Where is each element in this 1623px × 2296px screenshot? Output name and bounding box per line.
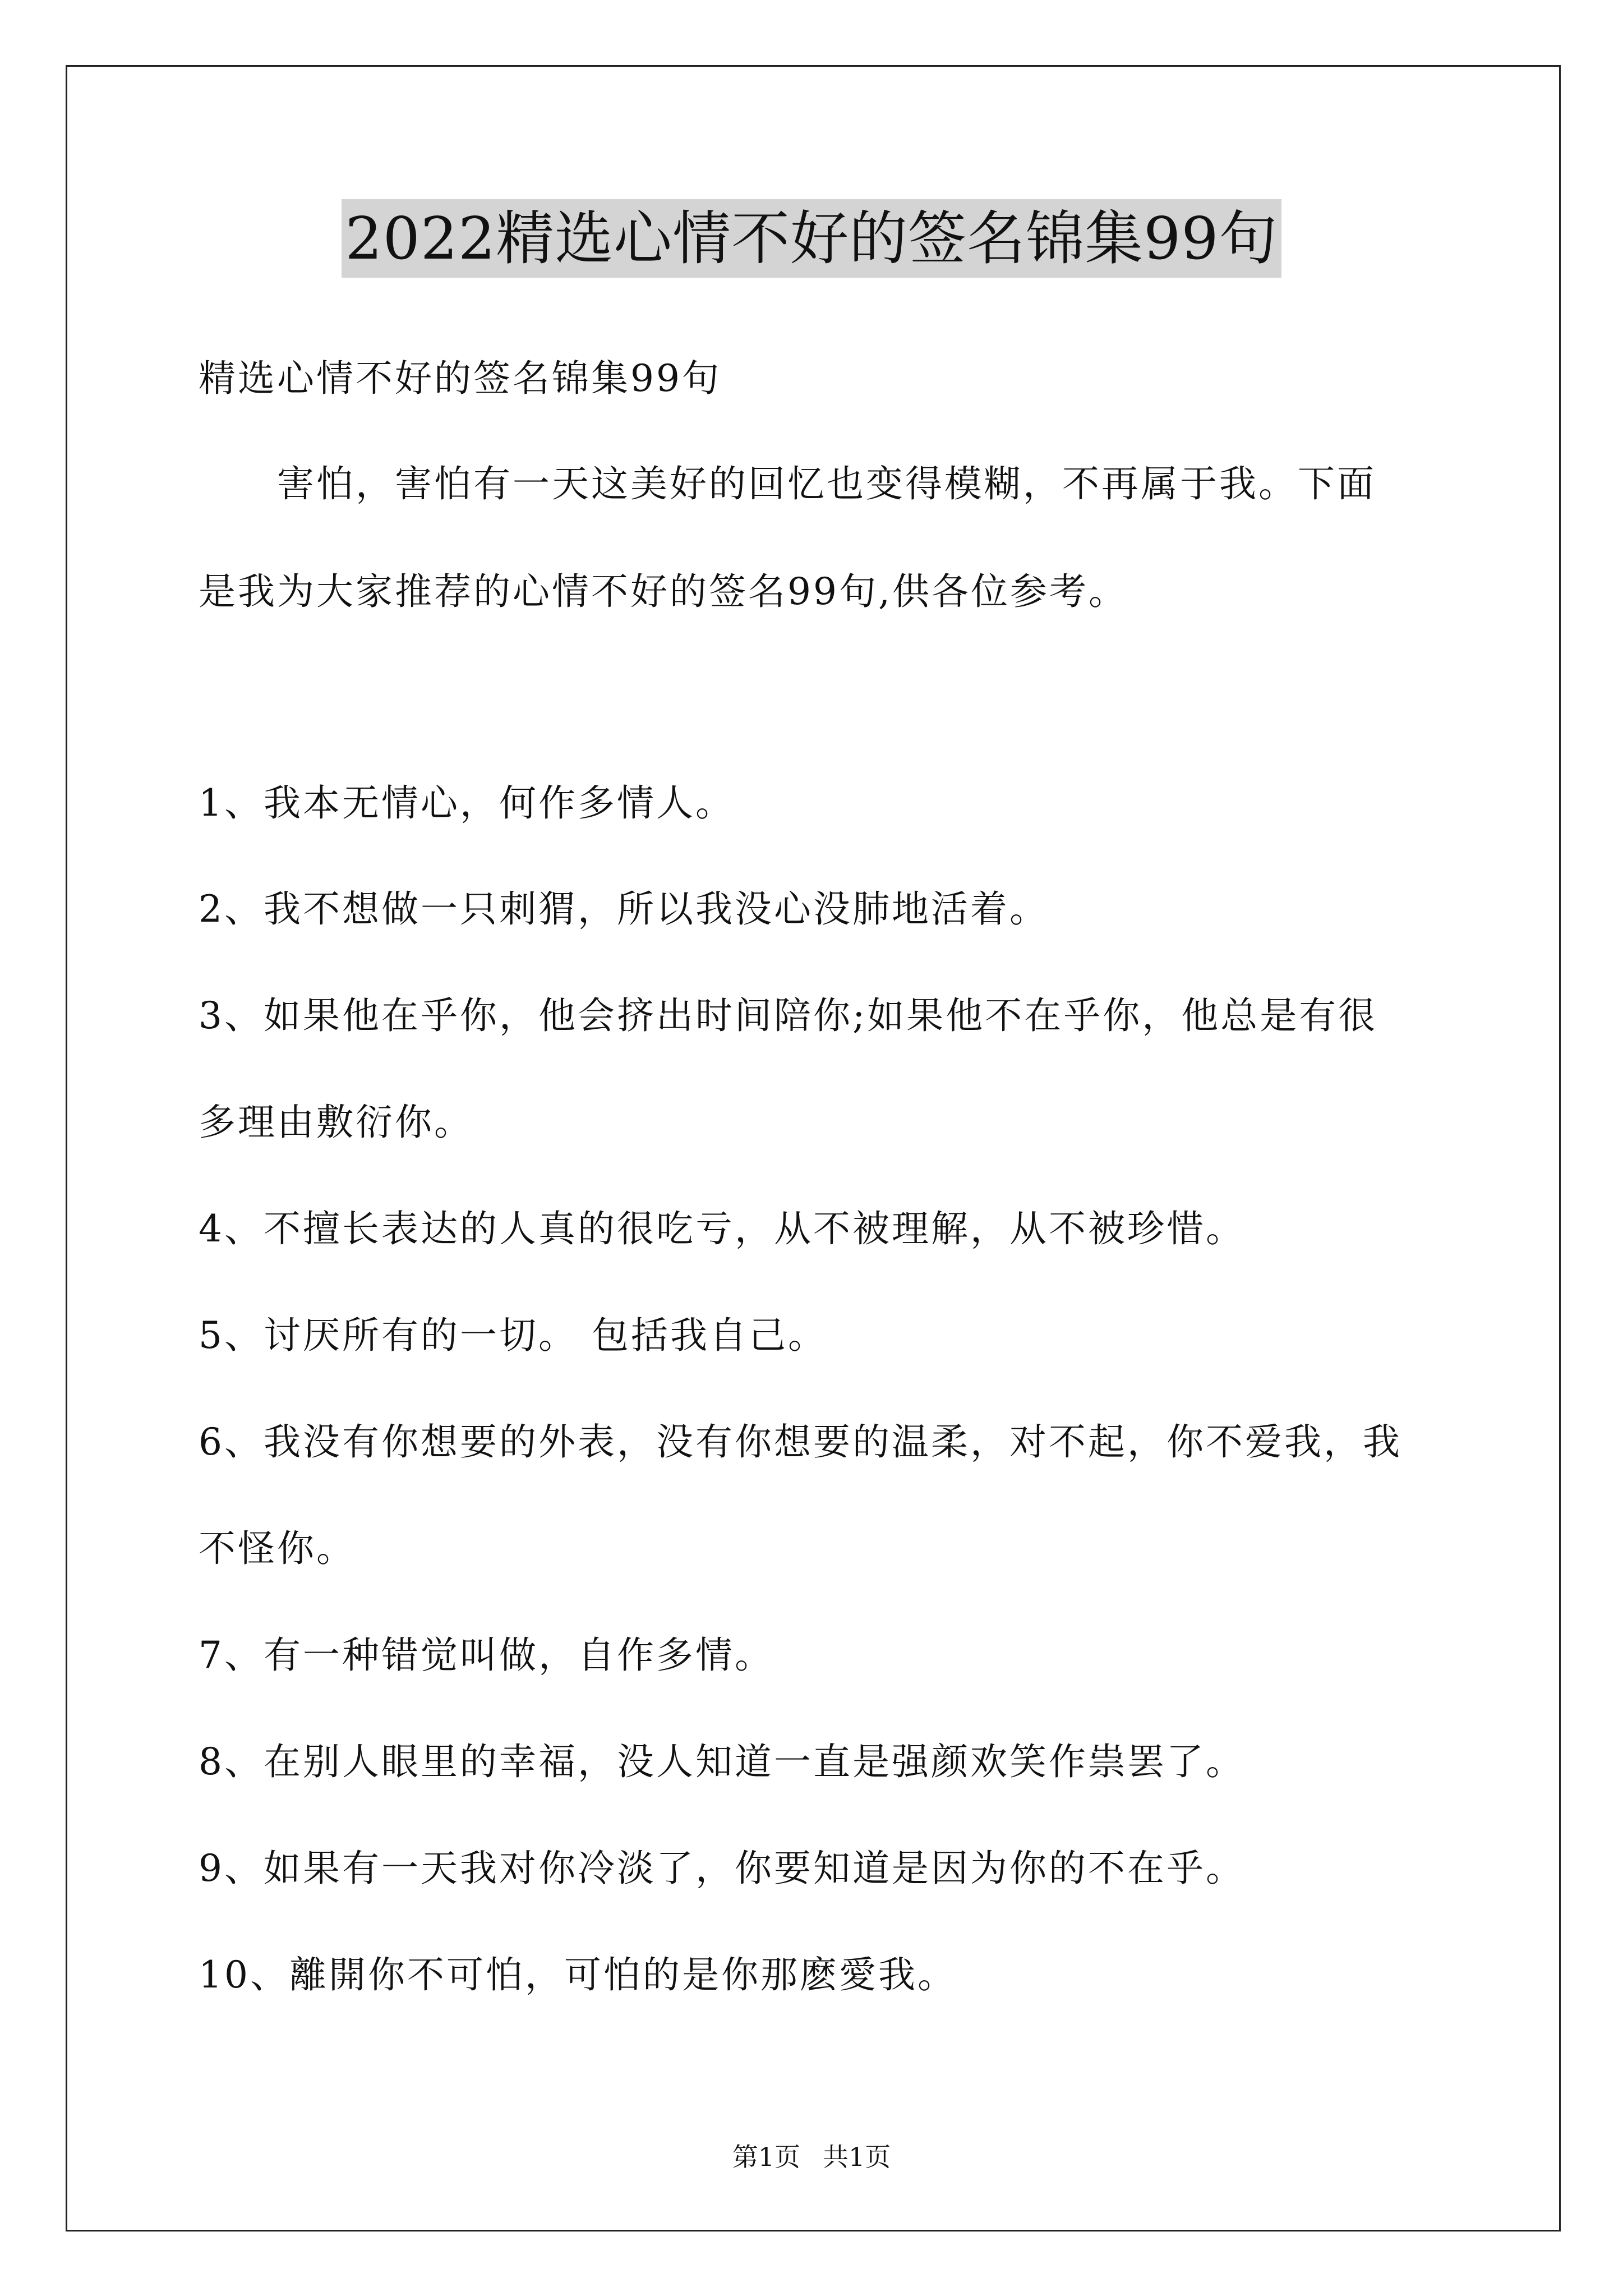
list-item: 1、我本无情心，何作多情人。: [199, 781, 735, 825]
list-item: 8、在别人眼里的幸福，没人知道一直是强颜欢笑作祟罢了。: [199, 1740, 1245, 1783]
list-item: 7、有一种错觉叫做，自作多情。: [199, 1634, 774, 1677]
list-item-continuation: 不怪你。: [199, 1527, 356, 1570]
list-item: 9、如果有一天我对你冷淡了，你要知道是因为你的不在乎。: [199, 1847, 1245, 1890]
document-subtitle: 精选心情不好的签名锦集99句: [199, 357, 721, 400]
list-item: 4、不擅长表达的人真的很吃亏，从不被理解，从不被珍惜。: [199, 1207, 1245, 1250]
list-item: 6、我没有你想要的外表，没有你想要的温柔，对不起，你不爱我，我: [199, 1420, 1402, 1464]
list-item-continuation: 多理由敷衍你。: [199, 1101, 473, 1144]
list-item: 10、離開你不可怕，可怕的是你那麽愛我。: [199, 1953, 957, 1996]
list-item: 5、讨厌所有的一切。 包括我自己。: [199, 1314, 827, 1357]
document-title: 2022精选心情不好的签名锦集99句: [342, 199, 1281, 278]
page-number-current: 第1页: [732, 2142, 800, 2172]
intro-paragraph-line: 害怕，害怕有一天这美好的回忆也变得模糊，不再属于我。下面: [277, 462, 1376, 505]
intro-paragraph-line: 是我为大家推荐的心情不好的签名99句,供各位参考。: [199, 570, 1128, 613]
title-container: [0, 199, 1623, 278]
list-item: 3、如果他在乎你，他会挤出时间陪你;如果他不在乎你，他总是有很: [199, 994, 1378, 1037]
page-footer: [0, 2140, 1623, 2174]
list-item: 2、我不想做一只刺猬，所以我没心没肺地活着。: [199, 887, 1049, 931]
page-number-total: 共1页: [823, 2142, 891, 2172]
